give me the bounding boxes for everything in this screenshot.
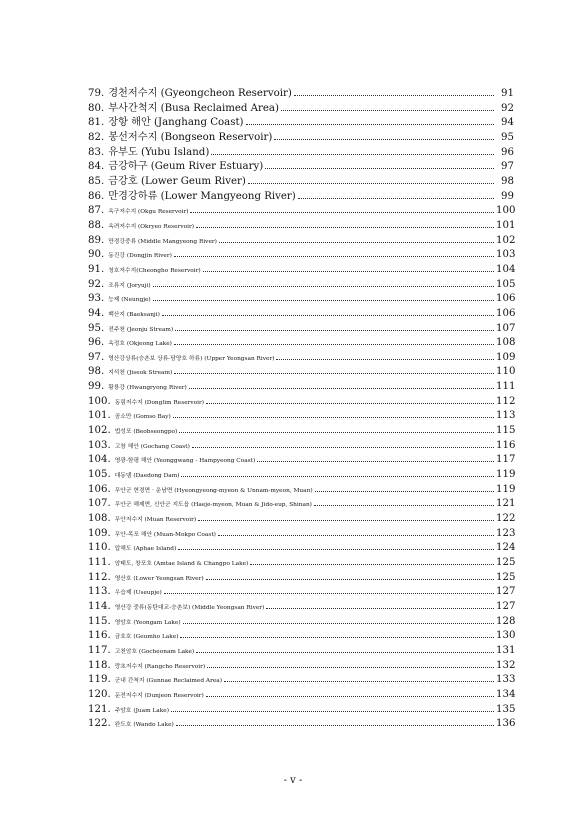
toc-entry[interactable] <box>88 644 514 659</box>
toc-entry-number: 88. <box>88 219 105 231</box>
toc-entry-page: 100 <box>496 205 516 217</box>
toc-entry-number: 83. <box>88 146 105 158</box>
toc-entry-number: 110. <box>88 542 111 554</box>
toc-entry[interactable] <box>88 688 514 703</box>
toc-entry-page: 101 <box>496 219 516 231</box>
toc-entry-number: 93. <box>88 293 105 305</box>
dot-leader <box>178 549 494 550</box>
toc-entry-number: 96. <box>88 337 105 349</box>
dot-leader <box>218 535 494 536</box>
dot-leader <box>198 520 494 521</box>
toc-entry-number: 79. <box>88 88 105 99</box>
toc-entry-title: 무안저수지 (Muan Reservoir) <box>114 517 197 524</box>
toc-entry-number: 116. <box>88 630 111 642</box>
toc-entry[interactable] <box>88 629 514 644</box>
toc-entry-page: 106 <box>496 307 516 319</box>
toc-entry-number: 100. <box>88 395 111 407</box>
toc-entry-number: 102. <box>88 425 111 437</box>
toc-entry-page: 127 <box>496 600 516 612</box>
toc-entry-number: 112. <box>88 571 111 583</box>
toc-entry-page: 103 <box>496 249 516 261</box>
toc-entry-title: 무안-목포 해안 (Muan-Mokpo Coast) <box>114 531 216 538</box>
dot-leader <box>171 711 494 712</box>
toc-entry-page: 125 <box>496 557 516 568</box>
toc-entry-page: 122 <box>496 513 516 525</box>
toc-entry-page: 95 <box>501 131 514 143</box>
toc-entry[interactable] <box>88 541 514 556</box>
dot-leader <box>190 212 494 213</box>
toc-entry[interactable] <box>88 424 514 439</box>
toc-entry-page: 108 <box>496 337 516 349</box>
toc-entry-title: 랑초저수지 (Rangcho Reservoir) <box>114 663 206 670</box>
toc-entry-page: 128 <box>496 615 516 627</box>
dot-leader <box>265 168 494 169</box>
dot-leader <box>174 373 494 374</box>
toc-entry-number: 89. <box>88 234 105 246</box>
toc-entry[interactable] <box>88 556 514 571</box>
toc-entry[interactable] <box>88 131 514 146</box>
toc-entry-page: 123 <box>496 527 516 539</box>
toc-entry-number: 82. <box>88 131 105 143</box>
dot-leader <box>211 154 494 155</box>
dot-leader <box>257 461 494 462</box>
dot-leader <box>276 359 494 360</box>
toc-entry-page: 98 <box>501 175 514 187</box>
dot-leader <box>203 271 494 272</box>
toc-entry-number: 98. <box>88 366 105 378</box>
toc-entry-page: 127 <box>496 586 516 598</box>
toc-entry[interactable] <box>88 175 514 190</box>
toc-entry-number: 103. <box>88 439 111 451</box>
toc-entry-page: 131 <box>496 644 516 656</box>
toc-entry[interactable] <box>88 307 514 322</box>
toc-entry-number: 97. <box>88 351 105 363</box>
toc-entry[interactable] <box>88 512 514 527</box>
dot-leader <box>181 476 494 477</box>
toc-entry-title: 무안군 해제면, 신안군 지도읍 (Haeje-myeon, Muan & Jido-eup, Shinan) <box>114 502 312 509</box>
toc-entry-number: 120. <box>88 688 111 700</box>
toc-entry-number: 111. <box>88 557 111 568</box>
toc-entry-page: 113 <box>496 410 516 422</box>
toc-entry[interactable] <box>88 380 514 395</box>
toc-entry-title: 만경강하류 (Lower Mangyeong River) <box>108 190 296 202</box>
dot-leader <box>298 198 494 199</box>
toc-entry-title: 군내 간척지 (Gunnae Reclaimed Area) <box>114 678 222 685</box>
dot-leader <box>246 124 494 125</box>
toc-entry-number: 121. <box>88 703 111 715</box>
toc-entry-page: 111 <box>496 381 516 393</box>
dot-leader <box>153 286 494 287</box>
toc-entry-title: 법성포 (Beobseongpo) <box>114 429 178 436</box>
dot-leader <box>206 403 494 404</box>
toc-entry[interactable] <box>88 615 514 630</box>
toc-entry-title: 영산강상류(승촌보 상류-담양호 하류) (Upper Yeongsan River) <box>108 355 275 362</box>
toc-entry-title: 둔전저수지 (Dunjeon Reservoir) <box>114 692 204 699</box>
toc-entry-page: 105 <box>496 278 516 290</box>
toc-entry-page: 124 <box>496 542 516 554</box>
toc-entry-page: 92 <box>501 102 514 114</box>
toc-entry-page: 94 <box>501 117 514 129</box>
toc-entry[interactable] <box>88 453 514 468</box>
toc-entry-title: 경천저수지 (Gyeongcheon Reservoir) <box>108 88 292 99</box>
dot-leader <box>281 110 494 111</box>
toc-entry-title: 옥구저수지 (Okgu Reservoir) <box>108 209 189 216</box>
toc-entry-number: 101. <box>88 410 111 422</box>
toc-entry-title: 고창 해안 (Gochang Coast) <box>114 443 190 450</box>
toc-entry-number: 106. <box>88 483 111 495</box>
toc-entry-number: 119. <box>88 674 111 686</box>
toc-entry-page: 117 <box>496 454 516 466</box>
toc-entry-number: 105. <box>88 469 111 481</box>
dot-leader <box>274 139 494 140</box>
dot-leader <box>173 417 494 418</box>
toc-entry[interactable] <box>88 219 514 234</box>
toc-entry[interactable] <box>88 600 514 615</box>
toc-entry-number: 104. <box>88 454 111 466</box>
toc-entry[interactable] <box>88 717 514 732</box>
toc-entry-title: 완도호 (Wando Lake) <box>114 722 174 729</box>
dot-leader <box>207 667 494 668</box>
toc-entry-page: 91 <box>501 88 514 99</box>
toc-entry[interactable] <box>88 365 514 380</box>
toc-entry-number: 90. <box>88 249 105 261</box>
toc-entry-page: 107 <box>496 322 516 334</box>
dot-leader <box>192 447 494 448</box>
dot-leader <box>206 696 494 697</box>
toc-entry[interactable] <box>88 116 514 131</box>
toc-entry-title: 고천암호 (Gocheonam Lake) <box>114 648 195 655</box>
toc-entry-title: 동림저수지 (Donglim Reservoir) <box>114 399 205 406</box>
toc-entry-number: 85. <box>88 175 105 187</box>
toc-entry-title: 황룡강 (Hwangryong River) <box>108 385 187 392</box>
dot-leader <box>174 344 494 345</box>
toc-entry[interactable] <box>88 292 514 307</box>
toc-entry[interactable] <box>88 585 514 600</box>
toc-entry[interactable] <box>88 190 514 205</box>
toc-entry-page: 136 <box>496 718 516 730</box>
toc-entry-number: 118. <box>88 659 111 671</box>
toc-entry[interactable] <box>88 468 514 483</box>
table-of-contents <box>88 87 514 732</box>
toc-entry-title: 영광-함평 해안 (Yeonggwang - Hampyeong Coast) <box>114 458 256 465</box>
toc-entry-title: 전주천 (Jeonju Stream) <box>108 326 174 333</box>
toc-entry-page: 119 <box>496 483 516 495</box>
toc-entry[interactable] <box>88 439 514 454</box>
toc-entry-title: 옥려저수지 (Okryeo Reservoir) <box>108 223 195 230</box>
toc-entry-title: 영암호 (Yeongam Lake) <box>114 619 181 626</box>
toc-entry-title: 금강호 (Lower Geum River) <box>108 175 246 187</box>
toc-entry[interactable] <box>88 336 514 351</box>
toc-entry[interactable] <box>88 234 514 249</box>
dot-leader <box>179 432 494 433</box>
toc-entry-page: 130 <box>496 630 516 642</box>
toc-entry[interactable] <box>88 659 514 674</box>
toc-entry-number: 117. <box>88 644 111 656</box>
toc-entry-page: 132 <box>496 659 516 671</box>
toc-entry-title: 봉선저수지 (Bongseon Reservoir) <box>108 131 273 143</box>
toc-entry-page: 112 <box>496 395 516 407</box>
toc-entry-number: 95. <box>88 322 105 334</box>
toc-entry-page: 133 <box>496 674 516 686</box>
toc-entry[interactable] <box>88 160 514 175</box>
toc-entry-title: 금호호 (Geumho Lake) <box>114 634 179 641</box>
toc-entry-page: 99 <box>501 190 514 202</box>
toc-entry[interactable] <box>88 248 514 263</box>
toc-entry-page: 116 <box>496 439 516 451</box>
toc-entry[interactable] <box>88 351 514 366</box>
dot-leader <box>294 95 494 96</box>
toc-entry-page: 121 <box>496 498 516 510</box>
toc-entry-number: 86. <box>88 190 105 202</box>
toc-entry-number: 80. <box>88 102 105 114</box>
dot-leader <box>189 388 494 389</box>
dot-leader <box>183 623 494 624</box>
dot-leader <box>174 256 494 257</box>
toc-entry[interactable] <box>88 278 514 293</box>
toc-entry-title: 압해도 (Aphae Island) <box>114 546 177 553</box>
dot-leader <box>164 593 494 594</box>
toc-entry-title: 장항 해안 (Janghang Coast) <box>108 117 244 129</box>
toc-entry-title: 부사간척지 (Busa Reclaimed Area) <box>108 102 279 114</box>
dot-leader <box>224 681 494 682</box>
toc-entry[interactable] <box>88 322 514 337</box>
dot-leader <box>315 491 494 492</box>
toc-entry-title: 무안군 현경면 · 운남면 (Hyeongyeong-myeon & Unnam-myeon, Muan) <box>114 487 313 494</box>
toc-entry-number: 107. <box>88 498 111 510</box>
toc-entry-title: 암태도, 창포호 (Amtae Island & Changpo Lake) <box>114 561 249 567</box>
toc-entry-number: 81. <box>88 117 105 129</box>
toc-entry-number: 113. <box>88 586 111 598</box>
dot-leader <box>162 315 494 316</box>
toc-entry-number: 115. <box>88 615 111 627</box>
dot-leader <box>248 183 494 184</box>
toc-entry-title: 옥정호 (Okjeong Lake) <box>108 341 172 348</box>
toc-entry-number: 92. <box>88 278 105 290</box>
toc-entry-title: 곰소만 (Gomso Bay) <box>114 414 171 421</box>
toc-entry-number: 94. <box>88 307 105 319</box>
toc-entry-title: 만경강중류 (Middle Mangyeong River) <box>108 238 217 245</box>
toc-entry[interactable] <box>88 527 514 542</box>
dot-leader <box>219 242 494 243</box>
toc-entry[interactable] <box>88 87 514 102</box>
toc-entry-title: 백산지 (Baeksanji) <box>108 311 160 318</box>
toc-entry-page: 106 <box>496 293 516 305</box>
toc-entry-title: 영산강 중류(동탄대교-승촌보) (Middle Yeongsan River) <box>114 604 265 611</box>
toc-entry-number: 99. <box>88 381 105 393</box>
toc-entry-page: 110 <box>496 366 516 378</box>
toc-entry-title: 조류지 (Joryuji) <box>108 282 151 289</box>
toc-entry-number: 108. <box>88 513 111 525</box>
dot-leader <box>180 637 494 638</box>
toc-entry[interactable] <box>88 483 514 498</box>
toc-entry-title: 청호저수지(Cheongho Reservoir) <box>108 267 201 274</box>
dot-leader <box>176 725 494 726</box>
toc-entry-title: 동진강 (Dongjin River) <box>108 253 172 260</box>
dot-leader <box>314 505 494 506</box>
dot-leader <box>196 227 494 228</box>
dot-leader <box>196 652 494 653</box>
dot-leader <box>175 330 494 331</box>
page-number-footer: - v - <box>283 775 303 786</box>
dot-leader <box>153 300 494 301</box>
dot-leader <box>266 608 494 609</box>
toc-entry-title: 주암호 (Juam Lake) <box>114 707 169 714</box>
toc-entry-page: 119 <box>496 469 516 481</box>
toc-entry-title: 지석천 (Jiseok Stream) <box>108 370 173 377</box>
toc-entry-title: 유부도 (Yubu Island) <box>108 146 210 158</box>
toc-entry[interactable] <box>88 395 514 410</box>
toc-entry-page: 125 <box>496 571 516 583</box>
toc-entry-page: 109 <box>496 351 516 363</box>
toc-entry-page: 102 <box>496 234 516 246</box>
dot-leader <box>250 564 494 565</box>
toc-entry-title: 영산호 (Lower Yeongsan River) <box>114 575 204 582</box>
toc-entry[interactable] <box>88 673 514 688</box>
dot-leader <box>206 579 494 580</box>
toc-entry-title: 능제 (Neungje) <box>108 297 151 304</box>
toc-entry-number: 91. <box>88 263 105 275</box>
toc-entry-page: 115 <box>496 425 516 437</box>
toc-entry-number: 84. <box>88 161 105 173</box>
toc-entry-page: 135 <box>496 703 516 715</box>
toc-entry-title: 금강하구 (Geum River Estuary) <box>108 161 264 173</box>
toc-entry-number: 109. <box>88 527 111 539</box>
toc-entry-number: 87. <box>88 205 105 217</box>
toc-entry-page: 96 <box>501 146 514 158</box>
toc-entry-title: 우습제 (Useupje) <box>114 590 162 597</box>
toc-entry[interactable] <box>88 497 514 512</box>
toc-entry-title: 대동댐 (Daedong Dam) <box>114 473 180 480</box>
toc-entry[interactable] <box>88 146 514 161</box>
toc-entry[interactable] <box>88 409 514 424</box>
toc-entry[interactable] <box>88 102 514 117</box>
toc-entry-page: 134 <box>496 688 516 700</box>
toc-entry-page: 104 <box>496 263 516 275</box>
toc-entry[interactable] <box>88 263 514 278</box>
toc-entry[interactable] <box>88 703 514 718</box>
toc-entry-number: 114. <box>88 600 111 612</box>
toc-entry-number: 122. <box>88 718 111 730</box>
toc-entry-page: 97 <box>501 161 514 173</box>
toc-entry[interactable] <box>88 204 514 219</box>
toc-entry[interactable] <box>88 571 514 586</box>
